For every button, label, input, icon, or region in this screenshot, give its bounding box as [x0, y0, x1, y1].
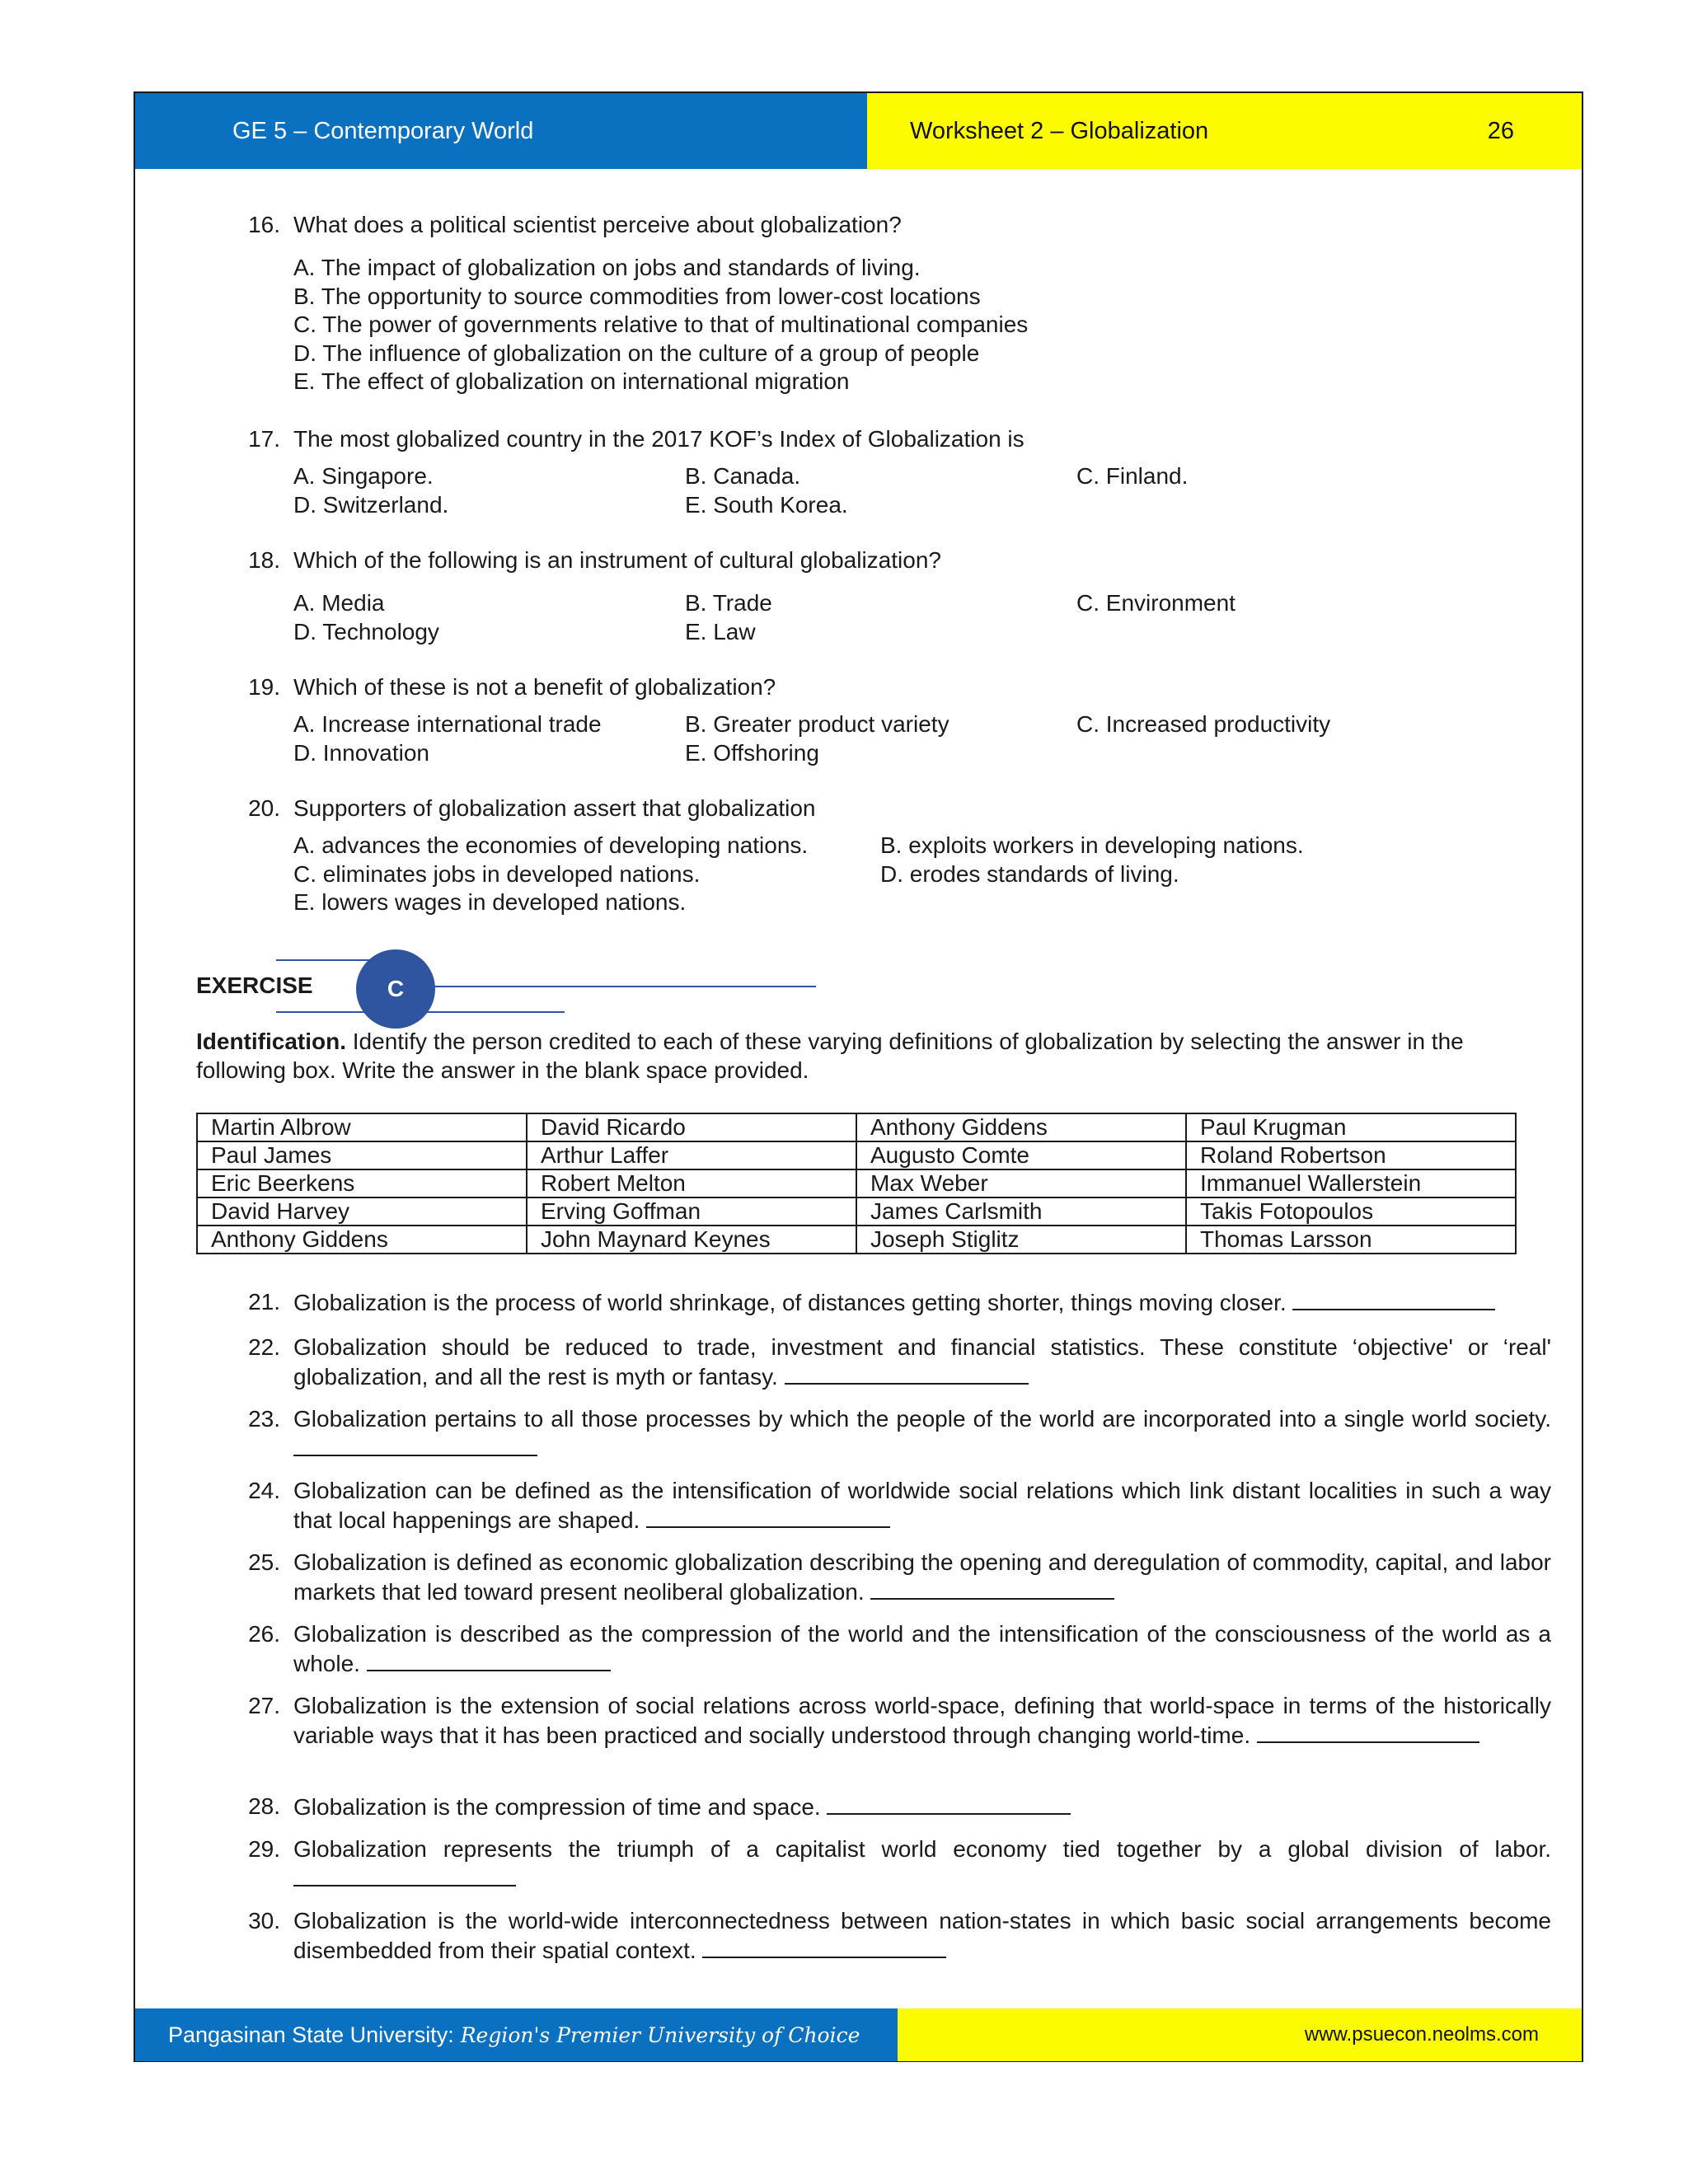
item-28: [244, 1792, 1551, 1821]
answer-blank[interactable]: [1292, 1287, 1495, 1310]
item-text: Globalization represents the triumph of a capitalist world economy tied together by a global division of labor.: [293, 1836, 1551, 1862]
item-text: Globalization should be reduced to trade, investment and financial statistics. These constitute ‘objective' or ‘real' globalization, and all the rest is myth or fantasy.: [293, 1334, 1551, 1390]
name-cell: Max Weber: [856, 1169, 1186, 1197]
option: B. exploits workers in developing nations.: [880, 832, 1304, 858]
name-cell: Thomas Larsson: [1186, 1226, 1516, 1254]
answer-blank[interactable]: [646, 1505, 890, 1528]
page-header: [135, 93, 1582, 169]
item-number: 21.: [248, 1289, 280, 1315]
answer-blank[interactable]: [1257, 1720, 1479, 1743]
course-title: GE 5 – Contemporary World: [135, 93, 867, 169]
item-21: [244, 1287, 1551, 1317]
item-text: Globalization pertains to all those processes by which the people of the world are incorporated into a single world society.: [293, 1406, 1551, 1432]
table-row: [197, 1197, 1516, 1226]
option: E. South Korea.: [685, 491, 848, 518]
worksheet-banner: [867, 93, 1582, 169]
table-row: [197, 1141, 1516, 1169]
item-number: 29.: [248, 1836, 280, 1862]
answer-choices-table: [196, 1113, 1517, 1254]
name-cell: James Carlsmith: [856, 1197, 1186, 1226]
answer-blank[interactable]: [702, 1935, 946, 1958]
option: A. The impact of globalization on jobs and standards of living.: [293, 255, 921, 280]
name-cell: Martin Albrow: [197, 1113, 527, 1141]
item-23: [244, 1404, 1551, 1463]
name-cell: Anthony Giddens: [856, 1113, 1186, 1141]
item-25: [244, 1548, 1551, 1606]
answer-blank[interactable]: [293, 1863, 516, 1886]
item-text: Globalization is the world-wide interconnectedness between nation-states in which basic social arrangements become disembedded from their spatial context.: [293, 1908, 1551, 1963]
item-24: [244, 1476, 1551, 1535]
answer-blank[interactable]: [870, 1577, 1114, 1600]
name-cell: Roland Robertson: [1186, 1141, 1516, 1169]
question-stem: Which of these is not a benefit of globalization?: [293, 674, 776, 700]
question-number: 18.: [248, 547, 280, 573]
question-stem: What does a political scientist perceive about globalization?: [293, 212, 902, 237]
option: A. Increase international trade: [293, 711, 602, 737]
name-cell: Robert Melton: [527, 1169, 856, 1197]
item-number: 24.: [248, 1478, 280, 1503]
question-stem: Supporters of globalization assert that globalization: [293, 795, 816, 821]
question-number: 20.: [248, 795, 280, 821]
option: C. Environment: [1076, 590, 1236, 616]
name-cell: John Maynard Keynes: [527, 1226, 856, 1254]
option: C. Finland.: [1076, 463, 1189, 489]
item-number: 27.: [248, 1693, 280, 1718]
name-cell: Paul Krugman: [1186, 1113, 1516, 1141]
exercise-letter-badge: C: [356, 949, 435, 1029]
option: B. Canada.: [685, 463, 801, 489]
option: C. The power of governments relative to that of multinational companies: [293, 312, 1029, 337]
item-22: [244, 1333, 1551, 1391]
name-cell: Immanuel Wallerstein: [1186, 1169, 1516, 1197]
option: B. Greater product variety: [685, 711, 950, 737]
table-row: [197, 1169, 1516, 1197]
footer-website: www.psuecon.neolms.com: [898, 2008, 1582, 2061]
worksheet-title: Worksheet 2 – Globalization: [910, 117, 1209, 144]
option: E. lowers wages in developed nations.: [293, 889, 687, 915]
item-text: Globalization is the process of world shrinkage, of distances getting shorter, things moving closer.: [293, 1290, 1287, 1315]
name-cell: Joseph Stiglitz: [856, 1226, 1186, 1254]
item-number: 30.: [248, 1908, 280, 1933]
university-name: Pangasinan State University:: [168, 2022, 454, 2047]
table-row: [197, 1226, 1516, 1254]
page-footer: [135, 2008, 1582, 2061]
name-cell: David Ricardo: [527, 1113, 856, 1141]
name-cell: Eric Beerkens: [197, 1169, 527, 1197]
answer-blank[interactable]: [785, 1361, 1029, 1385]
exercise-label: EXERCISE: [196, 972, 313, 998]
question-number: 17.: [248, 426, 280, 452]
name-cell: Erving Goffman: [527, 1197, 856, 1226]
option: A. Media: [293, 590, 385, 616]
page-number: 26: [1487, 118, 1514, 144]
name-cell: Augusto Comte: [856, 1141, 1186, 1169]
option: E. Offshoring: [685, 739, 819, 766]
option: A. Singapore.: [293, 463, 434, 489]
question-stem: The most globalized country in the 2017 KOF’s Index of Globalization is: [293, 426, 1025, 452]
question-stem: Which of the following is an instrument of cultural globalization?: [293, 547, 941, 573]
option: D. Switzerland.: [293, 491, 449, 518]
item-text: Globalization is described as the compression of the world and the intensification of the consciousness of the world as a whole.: [293, 1621, 1551, 1676]
answer-blank[interactable]: [293, 1433, 537, 1456]
option: E. The effect of globalization on international migration: [293, 368, 850, 394]
option: C. eliminates jobs in developed nations.: [293, 860, 701, 887]
item-26: [244, 1619, 1551, 1678]
name-cell: Arthur Laffer: [527, 1141, 856, 1169]
item-number: 26.: [248, 1621, 280, 1647]
option: C. Increased productivity: [1076, 711, 1331, 737]
item-number: 22.: [248, 1334, 280, 1360]
item-number: 23.: [248, 1406, 280, 1432]
item-text: Globalization is the compression of time and space.: [293, 1794, 821, 1820]
item-30: [244, 1906, 1551, 1965]
question-number: 19.: [248, 674, 280, 700]
answer-blank[interactable]: [367, 1648, 611, 1671]
name-cell: David Harvey: [197, 1197, 527, 1226]
item-number: 25.: [248, 1549, 280, 1575]
instruction-heading: Identification.: [196, 1029, 346, 1054]
option: E. Law: [685, 618, 756, 644]
option: A. advances the economies of developing nations.: [293, 832, 809, 858]
answer-blank[interactable]: [827, 1792, 1071, 1815]
footer-university: [135, 2008, 898, 2061]
name-cell: Anthony Giddens: [197, 1226, 527, 1254]
item-text: Globalization is defined as economic globalization describing the opening and deregulation of commodity, capital, and labor markets that led toward present neoliberal globalization.: [293, 1549, 1551, 1605]
name-cell: Takis Fotopoulos: [1186, 1197, 1516, 1226]
option: B. The opportunity to source commodities from lower-cost locations: [293, 283, 981, 309]
item-27: [244, 1691, 1551, 1750]
option: D. The influence of globalization on the culture of a group of people: [293, 340, 980, 366]
item-text: Globalization is the extension of social relations across world-space, defining that world-space in terms of the historically variable ways that it has been practiced and socially understood through changing world-time.: [293, 1693, 1551, 1748]
item-text: Globalization can be defined as the intensification of worldwide social relations which link distant localities in such a way that local happenings are shaped.: [293, 1478, 1551, 1533]
university-tagline: Region's Premier University of Choice: [460, 2022, 860, 2047]
option: D. erodes standards of living.: [880, 860, 1179, 887]
question-number: 16.: [248, 212, 280, 237]
item-number: 28.: [248, 1793, 280, 1819]
table-row: [197, 1113, 1516, 1141]
option: B. Trade: [685, 590, 772, 616]
name-cell: Paul James: [197, 1141, 527, 1169]
option: D. Innovation: [293, 739, 429, 766]
item-29: [244, 1835, 1551, 1893]
instruction-text: Identify the person credited to each of these varying definitions of globalization by selecting the answer in the following box. Write the answer in the blank space provided.: [196, 1029, 1464, 1083]
option: D. Technology: [293, 618, 439, 644]
exercise-instructions: [196, 1027, 1531, 1085]
